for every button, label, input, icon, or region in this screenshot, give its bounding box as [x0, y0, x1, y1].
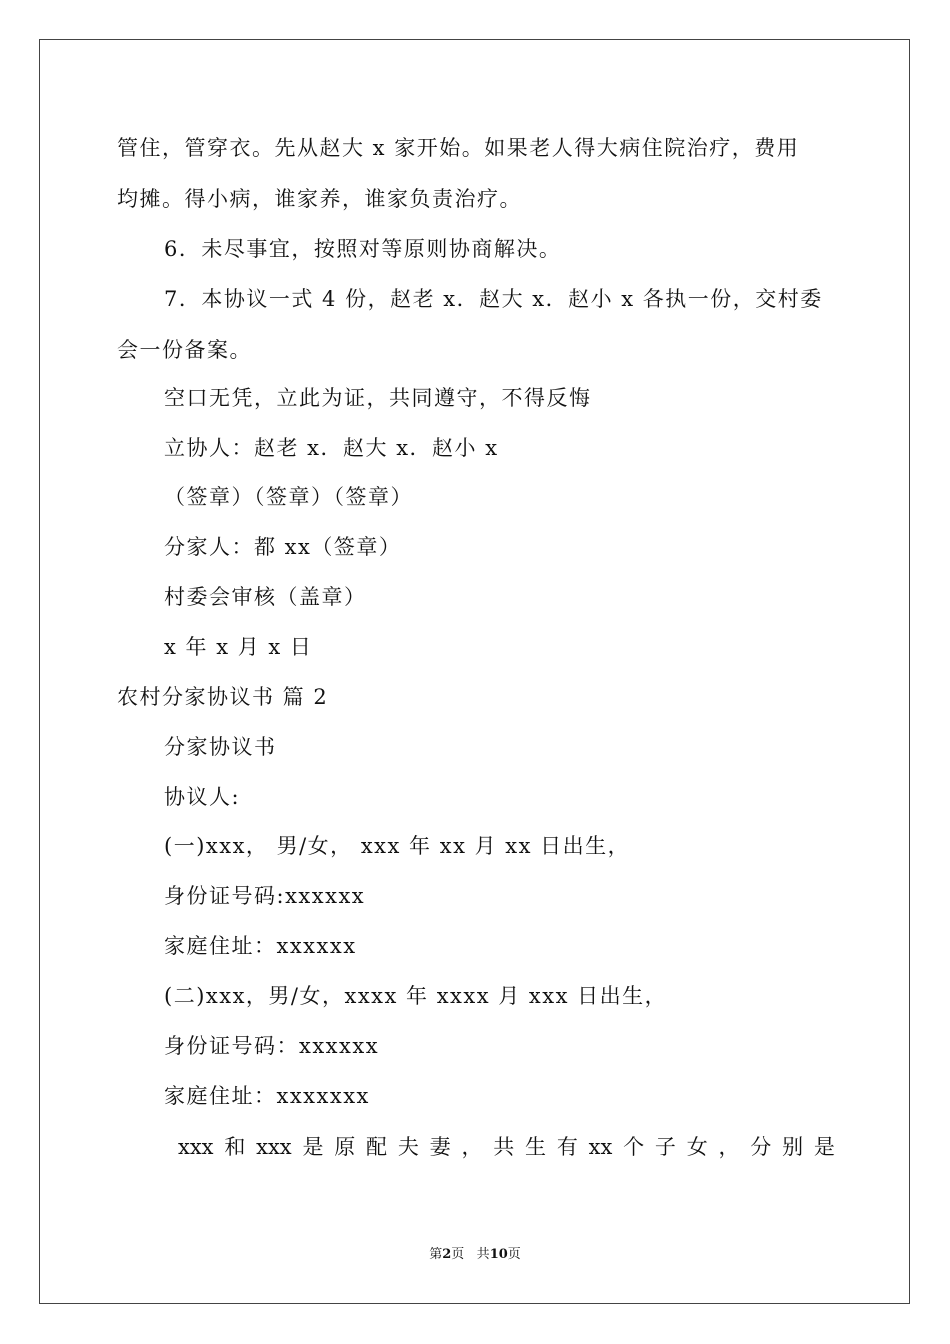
paragraph-line: （签章）（签章）（签章） — [164, 485, 413, 509]
paragraph-line: 6．未尽事宜，按照对等原则协商解决。 — [164, 237, 562, 261]
paragraph-line: (一)xxx， 男/女， xxx 年 xx 月 xx 日出生， — [164, 834, 631, 858]
section-heading: 农村分家协议书 篇 2 — [117, 685, 329, 709]
footer-page-number: 2 — [442, 1247, 452, 1262]
word: 子 — [654, 1135, 676, 1159]
page-border — [39, 39, 910, 1304]
paragraph-line: 7．本协议一式 4 份，赵老 x．赵大 x．赵小 x 各执一份，交村委 — [164, 287, 823, 311]
page-footer — [0, 1246, 950, 1264]
word: 是 — [302, 1135, 324, 1159]
footer-page-unit: 页 — [451, 1247, 465, 1262]
paragraph-line: 协议人: — [164, 785, 241, 809]
word: 和 — [224, 1135, 246, 1159]
word: 原 — [334, 1135, 356, 1159]
word: 配 — [366, 1135, 388, 1159]
footer-total-unit: 页 — [507, 1247, 521, 1262]
word: 分 — [750, 1135, 772, 1159]
word: 个 — [623, 1135, 645, 1159]
word: 妻 — [429, 1135, 451, 1159]
justified-paragraph-line — [178, 1132, 835, 1162]
word: 女 — [686, 1135, 708, 1159]
paragraph-line: 空口无凭，立此为证，共同遵守，不得反悔 — [164, 386, 592, 410]
word: ， — [718, 1135, 740, 1159]
word: 共 — [493, 1135, 515, 1159]
word: 夫 — [397, 1135, 419, 1159]
paragraph-line: (二)xxx，男/女，xxxx 年 xxxx 月 xxx 日出生， — [164, 984, 668, 1008]
footer-total-pages: 10 — [489, 1247, 508, 1262]
paragraph-line: x 年 x 月 x 日 — [164, 635, 313, 659]
word: 有 — [556, 1135, 578, 1159]
paragraph-line: 立协人：赵老 x．赵大 x．赵小 x — [164, 436, 499, 460]
paragraph-line: 管住，管穿衣。先从赵大 x 家开始。如果老人得大病住院治疗，费用 — [117, 136, 800, 160]
word: xxx — [178, 1135, 214, 1159]
paragraph-line: 分家人：都 xx（签章） — [164, 535, 402, 559]
word: xxx — [256, 1135, 292, 1159]
paragraph-line: 身份证号码：xxxxxx — [164, 1034, 380, 1058]
word: 是 — [813, 1135, 835, 1159]
footer-total-prefix: 共 — [476, 1247, 490, 1262]
paragraph-line: 家庭住址：xxxxxxx — [164, 1084, 370, 1108]
word: 生 — [525, 1135, 547, 1159]
word: 别 — [782, 1135, 804, 1159]
word: ， — [461, 1135, 483, 1159]
footer-prefix: 第 — [429, 1247, 443, 1262]
paragraph-line: 会一份备案。 — [117, 338, 252, 362]
paragraph-line: 家庭住址：xxxxxx — [164, 934, 357, 958]
paragraph-line: 身份证号码:xxxxxx — [164, 884, 366, 908]
paragraph-line: 村委会审核（盖章） — [164, 585, 367, 609]
word: xx — [588, 1135, 613, 1159]
paragraph-line: 均摊。得小病，谁家养，谁家负责治疗。 — [117, 187, 522, 211]
document-title: 分家协议书 — [164, 735, 277, 759]
